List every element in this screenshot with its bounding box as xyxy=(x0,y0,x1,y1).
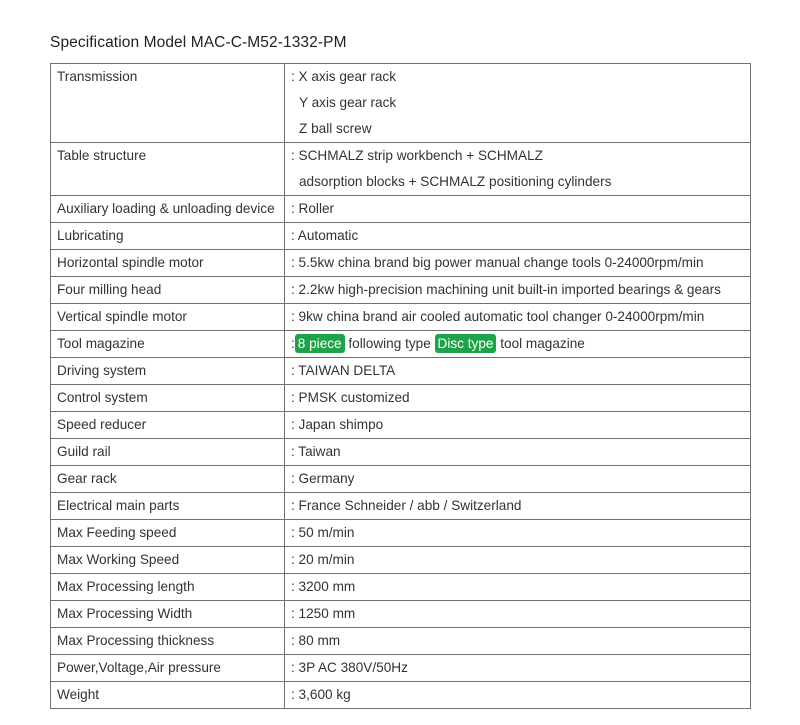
spec-label: Electrical main parts xyxy=(51,493,285,520)
spec-value xyxy=(285,331,751,358)
spec-value xyxy=(285,143,751,196)
table-row xyxy=(51,520,751,547)
spec-label: Max Processing thickness xyxy=(51,628,285,655)
spec-label: Tool magazine xyxy=(51,331,285,358)
table-row xyxy=(51,493,751,520)
value-text: tool magazine xyxy=(496,336,585,351)
spec-value-line: Y axis gear rack xyxy=(299,95,397,110)
spec-value: : 3P AC 380V/50Hz xyxy=(285,655,751,682)
table-row xyxy=(51,331,751,358)
table-row xyxy=(51,547,751,574)
spec-value: : 9kw china brand air cooled automatic tool changer 0-24000rpm/min xyxy=(285,304,751,331)
spec-value-line: Z ball screw xyxy=(299,121,372,136)
table-row xyxy=(51,304,751,331)
table-row xyxy=(51,439,751,466)
spec-value: : Germany xyxy=(285,466,751,493)
spec-label: Max Feeding speed xyxy=(51,520,285,547)
spec-label: Max Working Speed xyxy=(51,547,285,574)
page-title: Specification Model MAC-C-M52-1332-PM xyxy=(50,34,347,51)
spec-value: : 3,600 kg xyxy=(285,682,751,709)
spec-value: : 2.2kw high-precision machining unit built-in imported bearings & gears xyxy=(285,277,751,304)
spec-label: Guild rail xyxy=(51,439,285,466)
table-row xyxy=(51,601,751,628)
spec-value: : 5.5kw china brand big power manual change tools 0-24000rpm/min xyxy=(285,250,751,277)
table-row xyxy=(51,196,751,223)
spec-value: : 50 m/min xyxy=(285,520,751,547)
table-row xyxy=(51,277,751,304)
specification-table xyxy=(50,63,751,709)
spec-label: Transmission xyxy=(51,64,285,143)
spec-value: : 1250 mm xyxy=(285,601,751,628)
spec-value: : 80 mm xyxy=(285,628,751,655)
spec-value-line: adsorption blocks + SCHMALZ positioning cylinders xyxy=(299,174,612,189)
spec-value: : France Schneider / abb / Switzerland xyxy=(285,493,751,520)
spec-value: : PMSK customized xyxy=(285,385,751,412)
table-row xyxy=(51,412,751,439)
table-row xyxy=(51,628,751,655)
spec-value: : Automatic xyxy=(285,223,751,250)
table-row xyxy=(51,250,751,277)
spec-value-line: : X axis gear rack xyxy=(291,69,397,84)
table-row xyxy=(51,574,751,601)
spec-label: Weight xyxy=(51,682,285,709)
highlight-badge-magazine-type: Disc type xyxy=(435,334,497,353)
highlight-badge-piece-count: 8 piece xyxy=(295,334,345,353)
spec-value: : 3200 mm xyxy=(285,574,751,601)
spec-label: Power,Voltage,Air pressure xyxy=(51,655,285,682)
value-text: following type xyxy=(344,336,435,351)
spec-label: Driving system xyxy=(51,358,285,385)
spec-value: : TAIWAN DELTA xyxy=(285,358,751,385)
spec-label: Control system xyxy=(51,385,285,412)
spec-label: Vertical spindle motor xyxy=(51,304,285,331)
spec-label: Speed reducer xyxy=(51,412,285,439)
spec-label: Max Processing length xyxy=(51,574,285,601)
table-row xyxy=(51,655,751,682)
spec-value: : Japan shimpo xyxy=(285,412,751,439)
spec-label: Lubricating xyxy=(51,223,285,250)
spec-label: Table structure xyxy=(51,143,285,196)
spec-label: Gear rack xyxy=(51,466,285,493)
spec-value: : Roller xyxy=(285,196,751,223)
spec-value-line: : SCHMALZ strip workbench + SCHMALZ xyxy=(291,148,543,163)
table-row xyxy=(51,223,751,250)
table-row xyxy=(51,385,751,412)
spec-label: Max Processing Width xyxy=(51,601,285,628)
spec-label: Horizontal spindle motor xyxy=(51,250,285,277)
table-row xyxy=(51,143,751,196)
value-prefix: : xyxy=(291,336,295,351)
spec-value: : Taiwan xyxy=(285,439,751,466)
table-row xyxy=(51,466,751,493)
table-row xyxy=(51,682,751,709)
table-row xyxy=(51,64,751,143)
spec-value xyxy=(285,64,751,143)
spec-value: : 20 m/min xyxy=(285,547,751,574)
spec-label: Four milling head xyxy=(51,277,285,304)
table-row xyxy=(51,358,751,385)
spec-label: Auxiliary loading & unloading device xyxy=(51,196,285,223)
